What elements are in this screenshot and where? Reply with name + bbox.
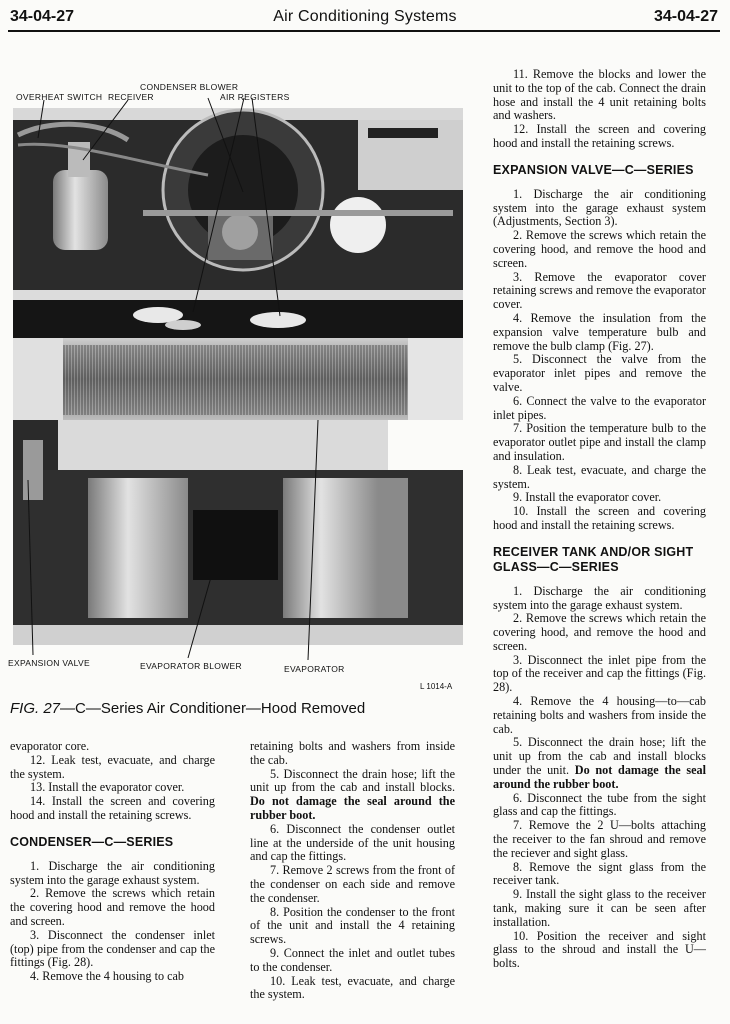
text-column-2: [250, 740, 455, 1002]
receiver-step-7: 7. Remove the 2 U—bolts attaching the receiver to the fan shroud and remove the reciever and sight glass.: [493, 818, 706, 860]
receiver-step-3: 3. Disconnect the inlet pipe from the top of the receiver and cap the fittings (Fig. 28).: [493, 652, 706, 695]
page-title: Air Conditioning Systems: [273, 8, 457, 25]
step-12: 12. Leak test, evacuate, and charge the system.: [10, 752, 215, 781]
condenser-step-10: 10. Leak test, evacuate, and charge the system.: [250, 973, 455, 1002]
paragraph: retaining bolts and washers from inside the cab.: [250, 739, 455, 767]
air-conditioner-photo: [8, 80, 463, 665]
condenser-step-6: 6. Disconnect the condenser outlet line at the underside of the unit housing and cap the fittings.: [250, 821, 455, 864]
text-column-3: [493, 68, 706, 971]
receiver-step-1: 1. Discharge the air conditioning system into the garage exhaust system.: [493, 583, 706, 612]
condenser-step-3: 3. Disconnect the condenser inlet (top) pipe from the condenser and cap the fittings (Fig. 28).: [10, 927, 215, 970]
expansion-step-2: 2. Remove the screws which retain the covering hood, and remove the hood and screen.: [493, 228, 706, 270]
condenser-step-1: 1. Discharge the air conditioning system into the garage exhaust system.: [10, 858, 215, 887]
expansion-step-9: 9. Install the evaporator cover.: [513, 490, 662, 505]
heading-expansion-valve: EXPANSION VALVE—C—SERIES: [493, 162, 694, 177]
expansion-step-6: 6. Connect the valve to the evaporator inlet pipes.: [493, 393, 706, 422]
warning-text: Do not damage the seal around the rubber boot.: [250, 794, 455, 822]
condenser-step-4: 4. Remove the 4 housing to cab: [30, 969, 185, 984]
condenser-step-8: 8. Position the condenser to the front of the unit and install the 4 retaining screws.: [250, 904, 455, 947]
step-text: 5. Disconnect the drain hose; lift the unit up from the cab and install blocks under the unit.: [493, 735, 706, 778]
figure-27: [8, 80, 463, 674]
receiver-step-10: 10. Position the receiver and sight glass to the shroud and install the U—bolts.: [493, 928, 706, 971]
warning-text: Do not damage the seal around the rubber boot.: [493, 763, 706, 791]
receiver-step-6: 6. Disconnect the tube from the sight glass and cap the fittings.: [493, 790, 706, 819]
step-14: 14. Install the screen and covering hood and install the retaining screws.: [10, 794, 215, 822]
callout-expansion-valve: EXPANSION VALVE: [8, 658, 90, 668]
header-rule: [8, 30, 720, 32]
condenser-step-12: 12. Install the screen and covering hood and install the retaining screws.: [493, 122, 706, 150]
condenser-step-7: 7. Remove 2 screws from the front of the condenser on each side and remove the condenser.: [250, 863, 455, 905]
condenser-step-5: [250, 768, 455, 823]
callout-receiver: RECEIVER: [108, 92, 154, 102]
condenser-step-11: 11. Remove the blocks and lower the unit to the top of the cab. Connect the drain hose and install the 4 unit retaining bolts and washers.: [493, 67, 706, 123]
receiver-step-8: 8. Remove the signt glass from the receiver tank.: [493, 859, 706, 888]
figure-caption-number: FIG. 27: [10, 700, 61, 717]
receiver-step-5: [493, 736, 706, 791]
heading-condenser: CONDENSER—C—SERIES: [10, 834, 174, 849]
callout-air-registers: AIR REGISTERS: [220, 92, 290, 102]
receiver-step-9: 9. Install the sight glass to the receiver tank, making sure it can be seen after installation.: [493, 887, 706, 929]
figure-caption: [10, 700, 365, 717]
text-column-1: [10, 740, 215, 984]
callout-evaporator: EVAPORATOR: [284, 664, 345, 674]
expansion-step-4: 4. Remove the insulation from the expansion valve temperature bulb and remove the bulb clamp (Fig. 27).: [493, 310, 706, 353]
paragraph: evaporator core.: [10, 739, 90, 753]
callout-condenser-blower: CONDENSER BLOWER: [140, 82, 239, 92]
expansion-step-10: 10. Install the screen and covering hood and install the retaining screws.: [493, 504, 706, 532]
condenser-step-9: 9. Connect the inlet and outlet tubes to the condenser.: [250, 945, 455, 974]
receiver-step-4: 4. Remove the 4 housing—to—cab retaining bolts and washers from inside the cab.: [493, 694, 706, 736]
expansion-step-7: 7. Position the temperature bulb to the evaporator outlet pipe and install the clamp and insulation.: [493, 421, 706, 463]
figure-caption-text: —C—Series Air Conditioner—Hood Removed: [60, 700, 366, 717]
expansion-step-5: 5. Disconnect the valve from the evaporator inlet pipes and remove the valve.: [493, 352, 706, 394]
expansion-step-3: 3. Remove the evaporator cover retaining screws and remove the evaporator cover.: [493, 269, 706, 312]
heading-receiver-tank: RECEIVER TANK AND/OR SIGHT GLASS—C—SERIES: [493, 544, 694, 574]
page-number-right: 34-04-27: [653, 8, 718, 25]
condenser-step-2: 2. Remove the screws which retain the covering hood and remove the hood and screen.: [10, 886, 215, 928]
step-13: 13. Install the evaporator cover.: [30, 780, 185, 795]
receiver-step-2: 2. Remove the screws which retain the covering hood, and remove the hood and screen.: [493, 611, 706, 653]
page-number-left: 34-04-27: [10, 8, 75, 25]
callout-overheat-switch: OVERHEAT SWITCH: [16, 92, 103, 102]
expansion-step-8: 8. Leak test, evacuate, and charge the system.: [493, 462, 706, 491]
step-text: 5. Disconnect the drain hose; lift the unit up from the cab and install blocks.: [250, 766, 455, 795]
expansion-step-1: 1. Discharge the air conditioning system into the garage exhaust system (Adjustments, Section 3).: [493, 186, 706, 229]
callout-evaporator-blower: EVAPORATOR BLOWER: [140, 661, 242, 671]
figure-code: L 1014-A: [420, 682, 453, 691]
